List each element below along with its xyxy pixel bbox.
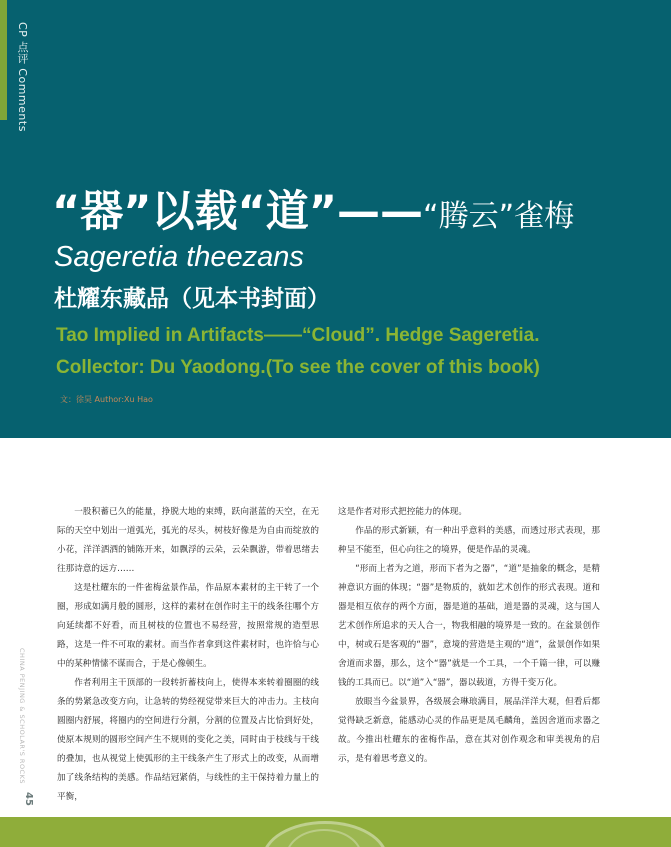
title-main: “器”以载“道”—— [52,187,424,237]
byline: 文：徐昊 Author:Xu Hao [60,395,153,404]
footer-band [0,817,671,847]
section-label: CP 点评 Comments [16,22,29,132]
paragraph: 放眼当今盆景界，各级展会琳琅满目，展品洋洋大观，但看后都觉得缺乏新意，能感动心灵的作品更是凤毛麟角，盖因舍道而求器之故。今推出杜耀东的雀梅作品，意在其对创作观念和审美视角的启示，是有着思考意义的。 [338,697,600,764]
publisher-name: CHINA PENJING & SCHOLAR'S ROCKS [18,648,26,784]
paragraph-continuation: 这是作者对形式把控能力的体现。 [338,507,467,517]
collector-line: 杜耀东藏品（见本书封面） [54,286,330,312]
article-title [52,178,574,239]
section-tab [0,0,7,120]
body-column-left [57,503,319,807]
paragraph: 这是杜耀东的一件雀梅盆景作品，作品原本素材的主干转了一个圈，形成如满月般的圆形，这样的素材在创作时主干的线条往哪个方向延续都不好看，而且树枝的位置也不易经营，按照常规的造型思路，这是一件不可取的素材。而当作者拿到这件素材时，也许恰与心中的某种情愫不谋而合，于是心像顿生。 [57,583,319,669]
english-title-line-2: Collector: Du Yaodong.(To see the cover of this book) [56,357,540,378]
body-column-right [338,503,600,769]
paragraph: 作者利用主干顶部的一段转折蓄枝向上，使得本来转着圈圈的线条的势紧急改变方向，让急转的势经视觉带来巨大的冲击力。主枝向圆圈内舒展，将圈内的空间进行分割，分割的位置及占比恰到好处，使原本规则的圆形空间产生不规则的变化之美，同时由于枝线与干线的叠加，也从视觉上使弧形的主干线条产生了形式上的改变，从而增加了线条结构的美感。作品结冠紧俏，与线性的主干保持着力量上的平衡， [57,678,319,802]
paragraph: 一股积蓄已久的能量，挣脱大地的束缚，跃向湛蓝的天空，在无际的天空中划出一道弧光，弧光的尽头，树枝好像是为自由而绽放的小花，洋洋洒洒的铺陈开来，如飘浮的云朵，云朵飘游，带着思绪去往那诗意的远方…… [57,507,319,574]
paragraph: 作品的形式新颖，有一种出乎意料的美感，而透过形式表现，那种呈不能至，但心向往之的境界，便是作品的灵魂。 [338,526,600,555]
page-number: 45 [23,792,34,806]
title-sub: “腾云”雀梅 [423,199,575,234]
paragraph: “形而上者为之道，形而下者为之器”，“道”是抽象的概念，是精神意识方面的体现；“器”是物质的，就如艺术创作的形式表现。道和器是相互依存的两个方面，器是道的基础，道是器的灵魂，这与国人艺术创作所追求的天人合一，物我相融的境界是一致的。在盆景创作中，树或石是客观的“器”，意境的营造是主观的“道”，盆景创作如果舍道而求器，那么，这个“器”就是一个工具，一个千篇一律，可以赚钱的工具而已。以“道”入“器”，器以载道，方得千变万化。 [338,564,600,688]
latin-name: Sageretia theezans [54,241,304,273]
english-title-line-1: Tao Implied in Artifacts——“Cloud”. Hedge Sageretia. [56,325,540,346]
